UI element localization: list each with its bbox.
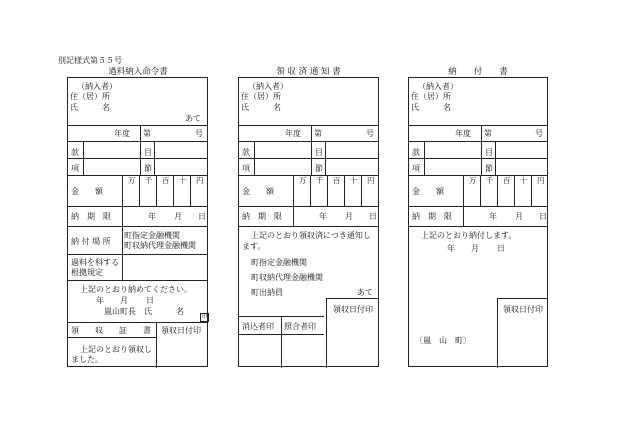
due-month: 月 (345, 212, 353, 221)
notice-text-line1: 上記のとおり領収済につき通知し (251, 231, 371, 240)
form2-title: 領 収 済 通 知 書 (276, 67, 341, 77)
payer-heading: （納入者） (77, 82, 117, 91)
moku-label: 目 (144, 148, 152, 157)
due-year: 年 (148, 212, 156, 221)
receipt-stamp-label: 領収日付印 (333, 305, 373, 314)
due-month: 月 (515, 212, 523, 221)
digit-sen: 千 (145, 176, 153, 185)
issue-day: 日 (146, 296, 154, 305)
entry-seal-label: 消込者印 (242, 322, 274, 331)
payer-address-label: 住（居）所 (241, 92, 281, 101)
place-designated-bank: 町指定金融機関 (124, 231, 180, 240)
rule-label-line2: 根拠規定 (71, 268, 103, 277)
form1-title: 過料納入命令書 (108, 67, 168, 77)
pay-month: 月 (471, 244, 479, 253)
due-day: 日 (369, 212, 377, 221)
moku-label: 目 (315, 148, 323, 157)
pay-year: 年 (447, 244, 455, 253)
designated-bank: 町指定金融機関 (251, 258, 307, 267)
due-day: 日 (198, 212, 206, 221)
digit-hyaku: 百 (503, 176, 511, 185)
digit-man: 万 (469, 176, 477, 185)
payer-name-label: 氏 名 (241, 103, 281, 112)
form3-title: 納 付 書 (448, 67, 508, 77)
due-month: 月 (174, 212, 182, 221)
pay-text: 上記のとおり納付します。 (421, 231, 517, 240)
mayor-name: 嵐山町長 氏 名 (104, 307, 184, 316)
due-label: 納 期 限 (412, 212, 452, 221)
pay-day: 日 (497, 244, 505, 253)
digit-en: 円 (537, 176, 545, 185)
receipt-notice-form (238, 77, 379, 367)
amount-label: 金 額 (242, 187, 274, 196)
due-year: 年 (489, 212, 497, 221)
honorific: あて (185, 114, 201, 123)
number-label: 第 (143, 129, 151, 138)
town-name: 〔嵐 山 町〕 (415, 336, 471, 345)
kou-label: 項 (71, 164, 79, 173)
check-seal-label: 照合者印 (284, 322, 316, 331)
digit-sen: 千 (316, 176, 324, 185)
digit-juu: 十 (520, 176, 528, 185)
due-day: 日 (539, 212, 547, 221)
seal-mark: 印 (201, 314, 207, 320)
payment-request: 上記のとおり納めてください。 (80, 285, 192, 294)
moku-label: 目 (485, 148, 493, 157)
number-label: 第 (314, 129, 322, 138)
amount-label: 金 額 (412, 187, 444, 196)
due-label: 納 期 限 (242, 212, 282, 221)
place-label: 納 付 場 所 (71, 237, 111, 246)
year-label: 年度 (455, 129, 471, 138)
payer-address-label: 住（居）所 (70, 92, 110, 101)
receipt-stamp-label: 領収日付印 (503, 305, 543, 314)
digit-man: 万 (128, 176, 136, 185)
issue-year: 年 (96, 296, 104, 305)
town-cashier: 町出納員 (251, 288, 283, 297)
notice-text-line2: ます。 (242, 242, 266, 251)
number-suffix: 号 (366, 129, 374, 138)
payer-name-label: 氏 名 (70, 103, 110, 112)
rule-label-line1: 過料を科する (71, 258, 119, 267)
kan-label: 款 (242, 148, 250, 157)
issue-month: 月 (120, 296, 128, 305)
digit-man: 万 (299, 176, 307, 185)
place-agent-bank: 町収納代理金融機関 (124, 241, 196, 250)
digit-hyaku: 百 (333, 176, 341, 185)
payer-heading: （納入者） (418, 82, 458, 91)
payer-address-label: 住（居）所 (411, 92, 451, 101)
addressee: あて (357, 288, 373, 297)
year-label: 年度 (114, 129, 130, 138)
number-suffix: 号 (535, 129, 543, 138)
agent-bank: 町収納代理金融機関 (251, 273, 323, 282)
form-number: 別記様式第５５号 (58, 56, 122, 65)
payment-slip-form (408, 77, 548, 367)
number-suffix: 号 (195, 129, 203, 138)
number-label: 第 (484, 129, 492, 138)
digit-en: 円 (367, 176, 375, 185)
order-form (67, 77, 208, 367)
payer-heading: （納入者） (248, 82, 288, 91)
receipt-text-line2: ました。 (71, 355, 103, 364)
payer-name-label: 氏 名 (411, 103, 451, 112)
digit-juu: 十 (179, 176, 187, 185)
kan-label: 款 (71, 148, 79, 157)
year-label: 年度 (285, 129, 301, 138)
setsu-label: 節 (144, 164, 152, 173)
digit-en: 円 (196, 176, 204, 185)
receipt-text-line1: 上記のとおり領収し (80, 345, 152, 354)
digit-sen: 千 (486, 176, 494, 185)
setsu-label: 節 (315, 164, 323, 173)
due-year: 年 (319, 212, 327, 221)
digit-hyaku: 百 (162, 176, 170, 185)
receipt-label: 領 収 証 書 (71, 326, 151, 335)
digit-juu: 十 (350, 176, 358, 185)
due-label: 納 期 限 (71, 212, 111, 221)
kou-label: 項 (242, 164, 250, 173)
kou-label: 項 (412, 164, 420, 173)
receipt-stamp-label: 領収日付印 (161, 326, 201, 335)
setsu-label: 節 (485, 164, 493, 173)
kan-label: 款 (412, 148, 420, 157)
amount-label: 金 額 (71, 187, 103, 196)
